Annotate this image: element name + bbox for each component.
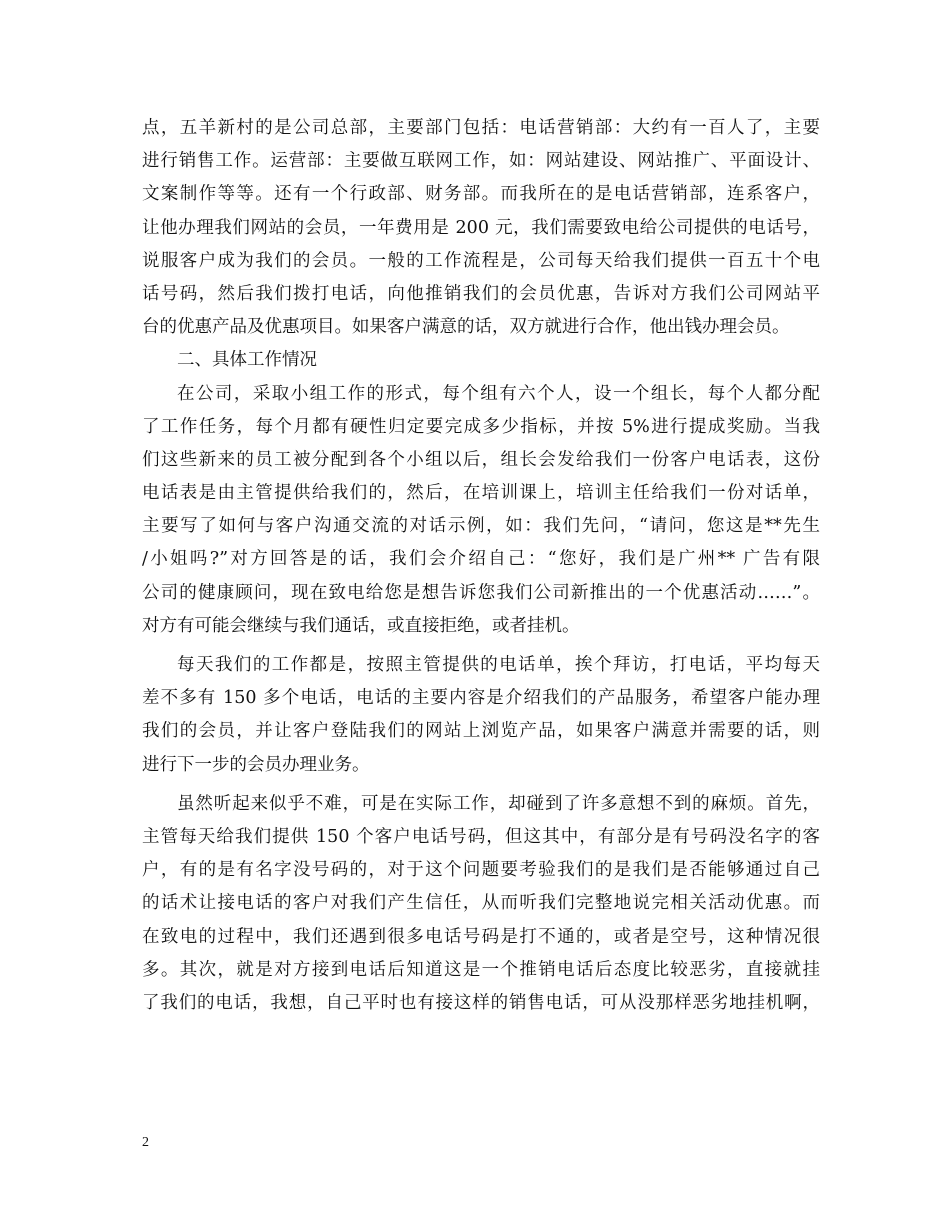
text-line: 话号码，然后我们拨打电话，向他推销我们的会员优惠，告诉对方我们公司网站平 <box>142 283 820 304</box>
document-body <box>142 112 820 1020</box>
text-line: 了工作任务，每个月都有硬性归定要完成多少指标，并按 5%进行提成奖励。当我 <box>142 416 820 437</box>
text-line: 在公司，采取小组工作的形式，每个组有六个人，设一个组长，每个人都分配 <box>177 383 820 404</box>
text-line: 文案制作等等。还有一个行政部、财务部。而我所在的是电话营销部，连系客户， <box>142 184 820 205</box>
text-line: 在致电的过程中，我们还遇到很多电话号码是打不通的，或者是空号，这种情况很 <box>142 926 820 947</box>
text-line: /小姐吗?”对方回答是的话，我们会介绍自己：“您好，我们是广州** 广告有限 <box>142 549 820 570</box>
text-line: 进行销售工作。运营部：主要做互联网工作，如：网站建设、网站推广、平面设计、 <box>142 151 820 172</box>
text-line: 们这些新来的员工被分配到各个小组以后，组长会发给我们一份客户电话表，这份 <box>142 449 820 470</box>
text-line: 主管每天给我们提供 150 个客户电话号码，但这其中，有部分是有号码没名字的客 <box>142 826 820 847</box>
text-line: 让他办理我们网站的会员，一年费用是 200 元，我们需要致电给公司提供的电话号， <box>142 217 820 238</box>
text-line: 进行下一步的会员办理业务。 <box>142 754 370 775</box>
text-line: 的话术让接电话的客户对我们产生信任，从而听我们完整地说完相关活动优惠。而 <box>142 893 820 914</box>
text-line: 差不多有 150 多个电话，电话的主要内容是介绍我们的产品服务，希望客户能办理 <box>142 688 820 709</box>
text-line: 虽然听起来似乎不难，可是在实际工作，却碰到了许多意想不到的麻烦。首先， <box>177 793 820 814</box>
text-line: 了我们的电话，我想，自己平时也有接这样的销售电话，可从没那样恶劣地挂机啊， <box>142 992 820 1013</box>
section-heading: 二、具体工作情况 <box>177 350 317 371</box>
text-line: 主要写了如何与客户沟通交流的对话示例，如：我们先问，“请问，您这是**先生 <box>142 516 820 537</box>
text-line: 多。其次，就是对方接到电话后知道这是一个推销电话后态度比较恶劣，直接就挂 <box>142 959 820 980</box>
text-line: 电话表是由主管提供给我们的，然后，在培训课上，培训主任给我们一份对话单， <box>142 483 820 504</box>
text-line: 说服客户成为我们的会员。一般的工作流程是，公司每天给我们提供一百五十个电 <box>142 250 820 271</box>
text-line: 户，有的是有名字没号码的，对于这个问题要考验我们的是我们是否能够通过自己 <box>142 860 820 881</box>
page-number: 2 <box>142 1135 149 1150</box>
text-line: 对方有可能会继续与我们通话，或直接拒绝，或者挂机。 <box>142 615 580 636</box>
text-line: 我们的会员，并让客户登陆我们的网站上浏览产品，如果客户满意并需要的话，则 <box>142 721 820 742</box>
text-line: 点，五羊新村的是公司总部，主要部门包括：电话营销部：大约有一百人了，主要 <box>142 118 820 138</box>
text-line: 公司的健康顾问，现在致电给您是想告诉您我们公司新推出的一个优惠活动……”。 <box>142 582 820 603</box>
text-line: 每天我们的工作都是，按照主管提供的电话单，挨个拜访，打电话，平均每天 <box>177 655 820 675</box>
text-line: 台的优惠产品及优惠项目。如果客户满意的话，双方就进行合作，他出钱办理会员。 <box>142 317 790 338</box>
